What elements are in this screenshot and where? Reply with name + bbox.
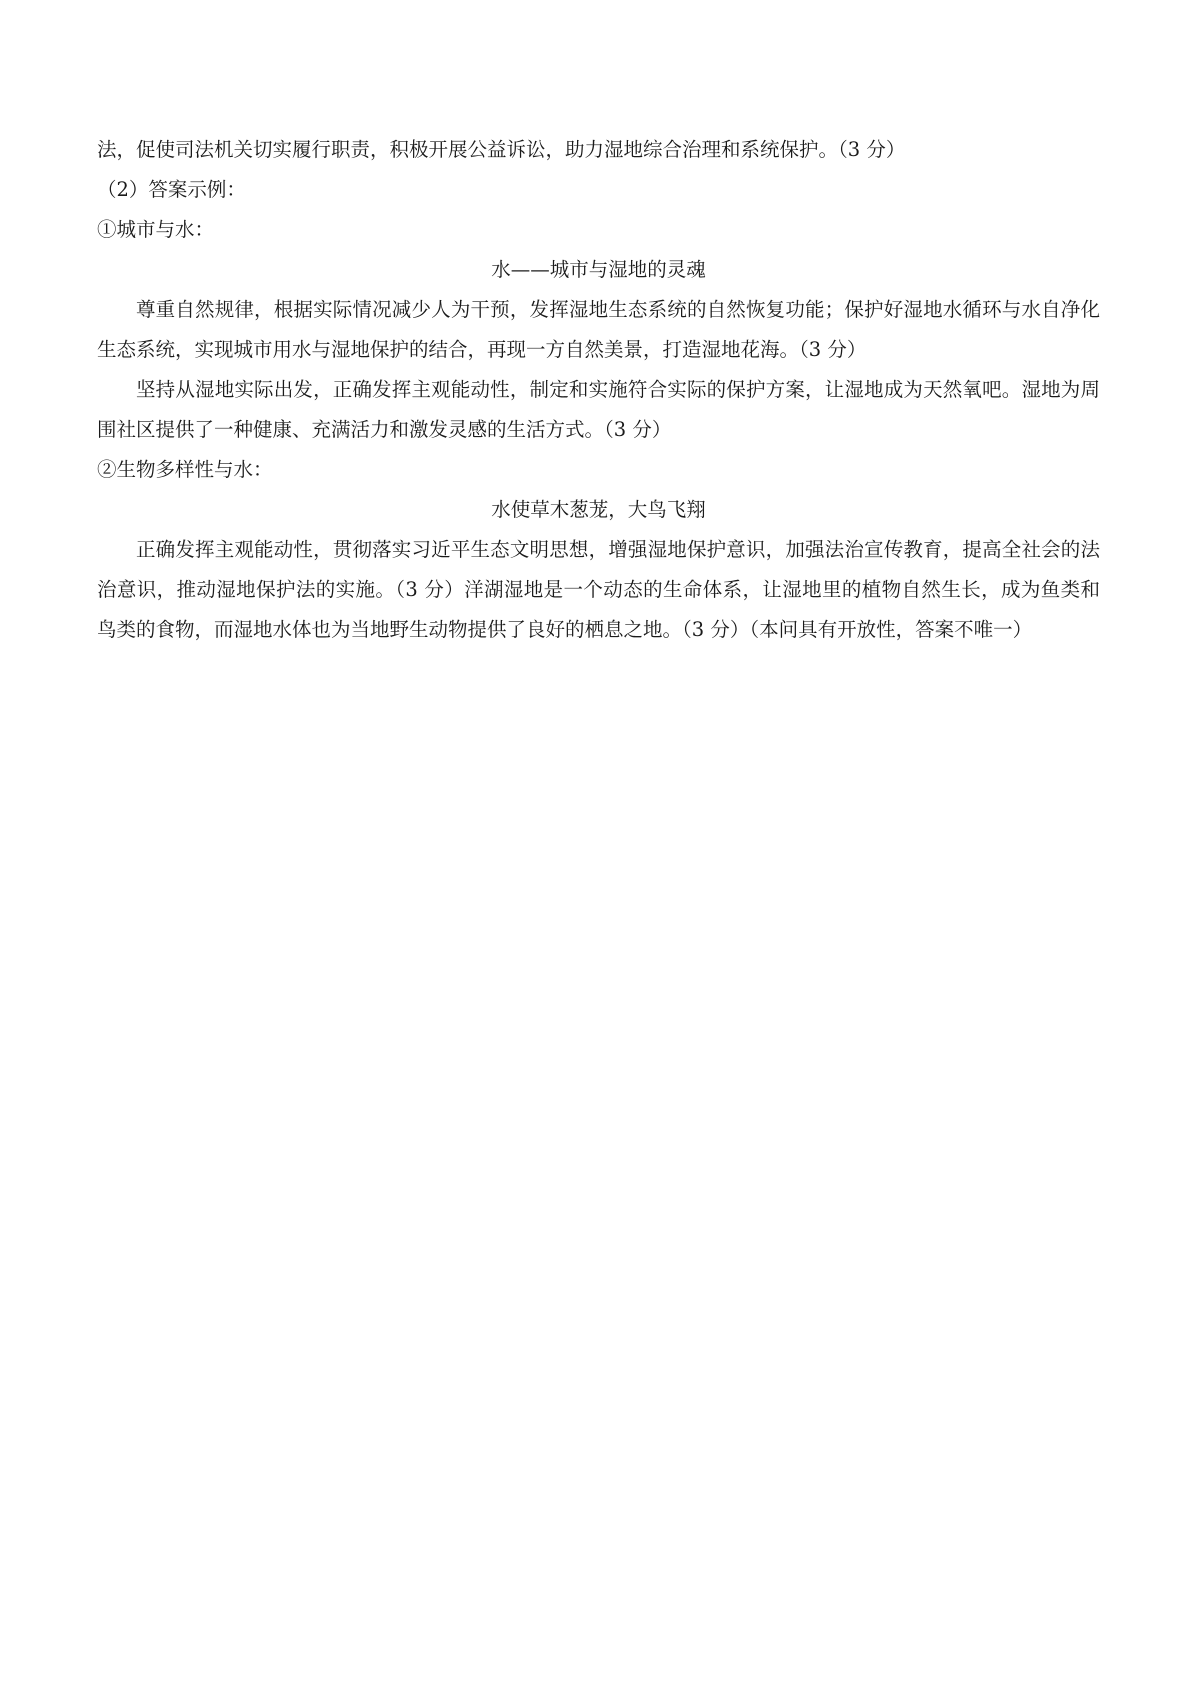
section1-title: 水——城市与湿地的灵魂 (491, 258, 706, 281)
document-body (97, 130, 1100, 650)
intro-paragraph: 法，促使司法机关切实履行职责，积极开展公益诉讼，助力湿地综合治理和系统保护。（3 分） (97, 138, 906, 161)
section2-paragraph-1: 正确发挥主观能动性，贯彻落实习近平生态文明思想，增强湿地保护意识，加强法治宣传教育，提高全社会的法治意识，推动湿地保护法的实施。（3 分）洋湖湿地是一个动态的生命体系，让湿地里的植物自然生长，成为鱼类和鸟类的食物，而湿地水体也为当地野生动物提供了良好的栖息之地。（3 分）（本问具有开放性，答案不唯一） (97, 538, 1100, 641)
answer-label: （2）答案示例： (97, 178, 246, 201)
section1-paragraph-1: 尊重自然规律，根据实际情况减少人为干预，发挥湿地生态系统的自然恢复功能；保护好湿地水循环与水自净化生态系统，实现城市用水与湿地保护的结合，再现一方自然美景，打造湿地花海。（3 分） (97, 298, 1100, 361)
section1-paragraph-2: 坚持从湿地实际出发，正确发挥主观能动性，制定和实施符合实际的保护方案，让湿地成为天然氧吧。湿地为周围社区提供了一种健康、充满活力和激发灵感的生活方式。（3 分） (97, 378, 1100, 441)
section2-title: 水使草木葱茏，大鸟飞翔 (491, 498, 706, 521)
section2-label: ②生物多样性与水： (97, 458, 273, 481)
section1-label: ①城市与水： (97, 218, 215, 241)
